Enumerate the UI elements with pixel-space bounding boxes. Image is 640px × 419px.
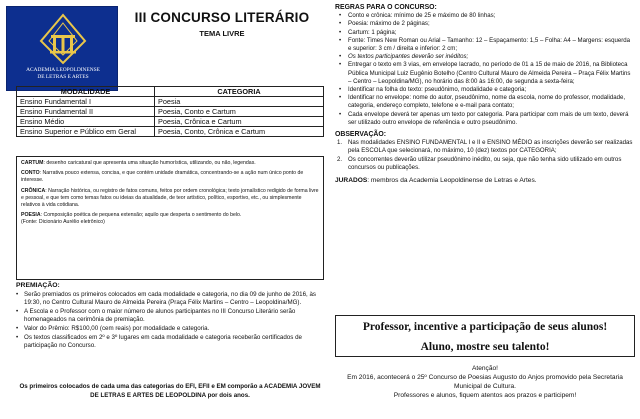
definition-cronica: CRÔNICA: Narração histórica, ou registro de fatos comuns, feitos por ordem cronológica; texto jornalístico redigido de forma livre e pessoal, e que tem como temas fatos ou ideias da atualidade, de teor artístico, político, esportivo, etc., ou simplesmente relativos à vida cotidiana. <box>21 187 319 209</box>
table-header-modalidade: MODALIDADE <box>17 87 155 97</box>
cta-line-professor: Professor, incentive a participação de seus alunos! <box>362 321 608 333</box>
observacao-heading: OBSERVAÇÃO: <box>335 131 387 139</box>
list-item: • Serão premiados os primeiros colocados em cada modalidade e categoria, no dia 09 de junho de 2016, às 19:30, no Centro Cultural Mauro de Almeida Pereira (Praça Félix Martins – Centro – Leopoldina/MG). <box>16 291 324 308</box>
table-cell: Poesia <box>155 97 324 107</box>
list-item: Os concorrentes deverão utilizar pseudônimo inédito, ou seja, que não tenha sido utilizado em outros concursos ou publicações. <box>348 155 622 171</box>
premiacao-section <box>16 282 324 351</box>
list-item: Nas modalidades ENSINO FUNDAMENTAL I e II e ENSINO MÉDIO as inscrições deverão ser realizadas pela ESCOLA que selecionará, no máximo, 10 (dez) textos por CATEGORIA; <box>348 139 633 155</box>
left-column <box>6 4 324 415</box>
observacao-section <box>335 131 635 172</box>
contest-title: III CONCURSO LITERÁRIO <box>134 10 310 25</box>
definitions-box <box>16 156 324 280</box>
atencao-notice <box>335 364 635 400</box>
definitions-source: (Fonte: Dicionário Aurélio eletrônico) <box>21 219 105 226</box>
cta-line-aluno: Aluno, mostre seu talento! <box>420 341 550 353</box>
contest-subtitle: TEMA LIVRE <box>199 29 245 38</box>
definition-poesia: POESIA: Composição poética de pequena extensão; aquilo que desperta o sentimento do belo. <box>21 212 242 219</box>
list-item: • A Escola e o Professor com o maior número de alunos participantes no III Concurso Literário serão homenageados na cerimônia de premiação. <box>16 308 324 325</box>
table-header-categoria: CATEGORIA <box>155 87 324 97</box>
table-cell: Poesia, Conto e Cartum <box>155 107 324 117</box>
list-item: • Identificar na folha do texto: pseudônimo, modalidade e categoria; <box>335 86 635 94</box>
definition-cartum: CARTUM: desenho caricatural que apresenta uma situação humorística, utilizando, ou não, legendas. <box>21 160 256 166</box>
table-cell: Ensino Fundamental II <box>17 107 155 117</box>
academia-jovem-note: Os primeiros colocados de cada uma das categorias do EFI, EFII e EM comporão a ACADEMIA JOVEM DE LETRAS E ARTES DE LEOPOLDINA por dois anos. <box>19 383 321 399</box>
table-cell: Poesia, Conto, Crônica e Cartum <box>155 127 324 137</box>
table-row <box>17 117 324 127</box>
observacao-list <box>335 139 635 172</box>
regras-heading: REGRAS PARA O CONCURSO: <box>335 4 437 11</box>
atencao-closing: Professores e alunos, fiquem atentos aos prazos e participem! <box>393 392 577 399</box>
list-item: • Cartum: 1 página; <box>335 29 635 37</box>
table-cell: Ensino Médio <box>17 117 155 127</box>
list-item: • Valor do Prêmio: R$100,00 (cem reais) por modalidade e categoria. <box>16 325 324 334</box>
table-cell: Ensino Superior e Público em Geral <box>17 127 155 137</box>
list-item: • Identificar no envelope: nome do autor, pseudônimo, nome da escola, nome do professor, modalidade, categoria, endereço completo, telefone e e-mail para contato; <box>335 94 635 110</box>
table-header-row <box>17 87 324 97</box>
atencao-text: Em 2016, acontecerá o 25º Concurso de Poesias Augusto do Anjos promovido pela Secretaria Municipal de Cultura. <box>347 374 623 390</box>
list-item: • Poesia: máximo de 2 páginas; <box>335 20 635 28</box>
premiacao-list <box>16 291 324 351</box>
list-item: • Conto e crônica: mínimo de 25 e máximo de 80 linhas; <box>335 12 635 20</box>
table-cell: Ensino Fundamental I <box>17 97 155 107</box>
table-row <box>17 97 324 107</box>
jurados-line: JURADOS: membros da Academia Leopoldinense de Letras e Artes. <box>335 177 537 185</box>
categories-table <box>16 86 324 137</box>
table-cell: Poesia, Crônica e Cartum <box>155 117 324 127</box>
list-item: • Entregar o texto em 3 vias, em envelope lacrado, no período de 01 a 15 de maio de 2016, na Biblioteca Pública Municipal Luiz Eugênio Botelho (Centro Cultural Mauro de Almeida Pereira – Praça Félix Martins – Centro – Leopoldina/MG), no horário das 8:00 às 16:00, de segunda a sexta-feira; <box>335 61 635 86</box>
premiacao-heading: PREMIAÇÃO: <box>16 282 60 289</box>
call-to-action-box <box>335 315 635 357</box>
list-item: • Os textos classificados em 2º e 3º lugares em cada modalidade e categoria receberão certificados de participação no Concurso. <box>16 334 324 351</box>
logo-text: ACADEMIA LEOPOLDINENSE DE LETRAS E ARTES <box>26 67 100 80</box>
atencao-title: Atenção! <box>471 365 499 372</box>
right-column <box>335 4 635 415</box>
list-item: • Os textos participantes deverão ser inéditos; <box>335 53 635 61</box>
academy-logo <box>6 6 118 91</box>
academy-emblem-icon <box>33 13 93 65</box>
table-row <box>17 107 324 117</box>
list-item: • Cada envelope deverá ter apenas um texto por categoria. Para participar com mais de um texto, deverá ser utilizado outro envelope de referência e outro pseudônimo. <box>335 111 635 127</box>
regras-list <box>335 12 635 127</box>
list-item: • Fonte: Times New Roman ou Arial – Tamanho: 12 – Espaçamento: 1,5 – Folha: A4 – Margens: esquerda e superior: 3 cm / direita e inferior: 2 cm; <box>335 37 635 53</box>
table-row <box>17 127 324 137</box>
definition-conto: CONTO: Narrativa pouco extensa, concisa, e que contém unidade dramática, concentrando-se a ação num único ponto de interesse. <box>21 170 304 184</box>
